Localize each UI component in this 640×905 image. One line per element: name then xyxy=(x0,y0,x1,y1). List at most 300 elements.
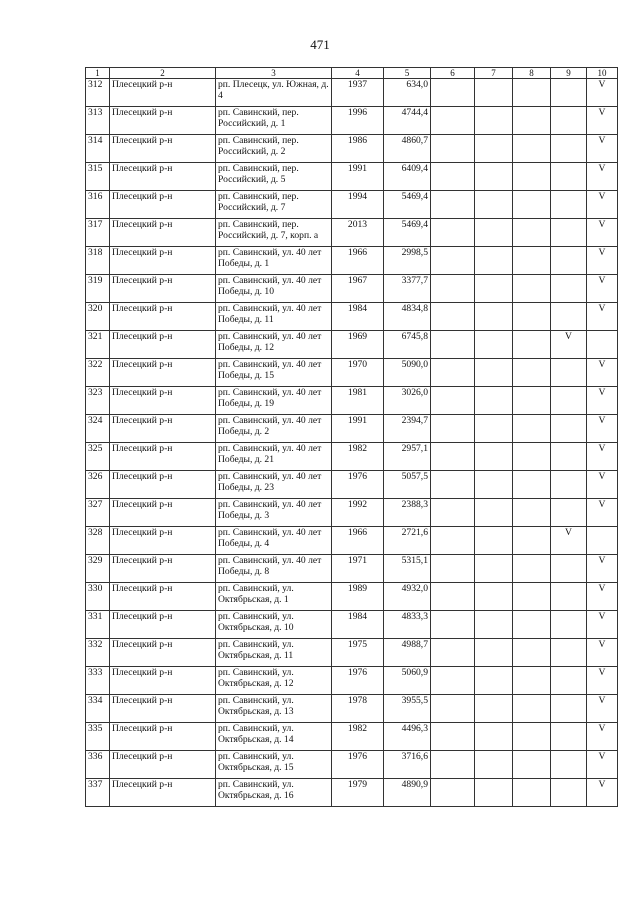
mark-cell-8 xyxy=(513,275,551,303)
page-number: 471 xyxy=(310,37,330,52)
mark-cell-10: V xyxy=(587,163,618,191)
year-cell: 1970 xyxy=(332,359,384,387)
table-row xyxy=(86,219,618,247)
mark-cell-9 xyxy=(551,723,587,751)
district-cell: Плесецкий р-н xyxy=(110,191,216,219)
area-cell: 4744,4 xyxy=(384,107,431,135)
mark-cell-7 xyxy=(475,583,513,611)
row-number: 329 xyxy=(86,555,110,583)
mark-cell-6 xyxy=(431,667,475,695)
mark-cell-6 xyxy=(431,471,475,499)
address-cell: рп. Савинский, пер. Российский, д. 7, корп. а xyxy=(216,219,332,247)
mark-cell-9 xyxy=(551,751,587,779)
mark-cell-9 xyxy=(551,639,587,667)
year-cell: 1982 xyxy=(332,723,384,751)
mark-cell-6 xyxy=(431,527,475,555)
area-cell: 4890,9 xyxy=(384,779,431,807)
mark-cell-9 xyxy=(551,471,587,499)
mark-cell-6 xyxy=(431,247,475,275)
table-row xyxy=(86,331,618,359)
district-cell: Плесецкий р-н xyxy=(110,499,216,527)
mark-cell-8 xyxy=(513,303,551,331)
mark-cell-10 xyxy=(587,331,618,359)
year-cell: 1986 xyxy=(332,135,384,163)
area-cell: 5469,4 xyxy=(384,219,431,247)
row-number: 330 xyxy=(86,583,110,611)
row-number: 316 xyxy=(86,191,110,219)
mark-cell-7 xyxy=(475,415,513,443)
mark-cell-9 xyxy=(551,359,587,387)
district-cell: Плесецкий р-н xyxy=(110,471,216,499)
mark-cell-6 xyxy=(431,331,475,359)
column-header: 6 xyxy=(431,68,475,79)
area-cell: 5057,5 xyxy=(384,471,431,499)
mark-cell-10: V xyxy=(587,471,618,499)
address-cell: рп. Савинский, ул. 40 лет Победы, д. 19 xyxy=(216,387,332,415)
area-cell: 3026,0 xyxy=(384,387,431,415)
area-cell: 3716,6 xyxy=(384,751,431,779)
address-cell: рп. Савинский, ул. Октябрьская, д. 16 xyxy=(216,779,332,807)
mark-cell-9 xyxy=(551,555,587,583)
row-number: 334 xyxy=(86,695,110,723)
year-cell: 1979 xyxy=(332,779,384,807)
district-cell: Плесецкий р-н xyxy=(110,219,216,247)
mark-cell-8 xyxy=(513,219,551,247)
area-cell: 5315,1 xyxy=(384,555,431,583)
mark-cell-9 xyxy=(551,107,587,135)
year-cell: 1991 xyxy=(332,163,384,191)
mark-cell-6 xyxy=(431,191,475,219)
address-cell: рп. Савинский, ул. 40 лет Победы, д. 15 xyxy=(216,359,332,387)
district-cell: Плесецкий р-н xyxy=(110,779,216,807)
address-cell: рп. Савинский, ул. Октябрьская, д. 1 xyxy=(216,583,332,611)
row-number: 327 xyxy=(86,499,110,527)
mark-cell-9 xyxy=(551,303,587,331)
address-cell: рп. Савинский, ул. Октябрьская, д. 11 xyxy=(216,639,332,667)
mark-cell-7 xyxy=(475,667,513,695)
district-cell: Плесецкий р-н xyxy=(110,247,216,275)
mark-cell-8 xyxy=(513,751,551,779)
mark-cell-7 xyxy=(475,247,513,275)
mark-cell-10: V xyxy=(587,751,618,779)
column-header: 9 xyxy=(551,68,587,79)
mark-cell-6 xyxy=(431,359,475,387)
area-cell: 3377,7 xyxy=(384,275,431,303)
mark-cell-9 xyxy=(551,191,587,219)
mark-cell-7 xyxy=(475,163,513,191)
table-row xyxy=(86,359,618,387)
mark-cell-9 xyxy=(551,443,587,471)
column-header: 1 xyxy=(86,68,110,79)
year-cell: 1984 xyxy=(332,611,384,639)
mark-cell-8 xyxy=(513,779,551,807)
mark-cell-10: V xyxy=(587,387,618,415)
mark-cell-7 xyxy=(475,443,513,471)
row-number: 322 xyxy=(86,359,110,387)
address-cell: рп. Савинский, ул. 40 лет Победы, д. 4 xyxy=(216,527,332,555)
row-number: 332 xyxy=(86,639,110,667)
mark-cell-6 xyxy=(431,723,475,751)
mark-cell-6 xyxy=(431,695,475,723)
area-cell: 4833,3 xyxy=(384,611,431,639)
mark-cell-7 xyxy=(475,79,513,107)
mark-cell-9: V xyxy=(551,527,587,555)
address-cell: рп. Савинский, ул. 40 лет Победы, д. 11 xyxy=(216,303,332,331)
table-row xyxy=(86,79,618,107)
housing-registry-table xyxy=(85,67,618,807)
table-row xyxy=(86,555,618,583)
mark-cell-10: V xyxy=(587,779,618,807)
column-header: 5 xyxy=(384,68,431,79)
area-cell: 2998,5 xyxy=(384,247,431,275)
mark-cell-10 xyxy=(587,527,618,555)
mark-cell-6 xyxy=(431,387,475,415)
mark-cell-10: V xyxy=(587,275,618,303)
mark-cell-9 xyxy=(551,611,587,639)
mark-cell-10: V xyxy=(587,667,618,695)
mark-cell-7 xyxy=(475,639,513,667)
table-row xyxy=(86,163,618,191)
mark-cell-9 xyxy=(551,163,587,191)
mark-cell-7 xyxy=(475,471,513,499)
district-cell: Плесецкий р-н xyxy=(110,135,216,163)
table-row xyxy=(86,443,618,471)
table-row xyxy=(86,583,618,611)
year-cell: 1971 xyxy=(332,555,384,583)
mark-cell-10: V xyxy=(587,107,618,135)
mark-cell-6 xyxy=(431,443,475,471)
row-number: 319 xyxy=(86,275,110,303)
mark-cell-9 xyxy=(551,387,587,415)
mark-cell-10: V xyxy=(587,723,618,751)
column-header: 2 xyxy=(110,68,216,79)
address-cell: рп. Савинский, пер. Российский, д. 2 xyxy=(216,135,332,163)
table-row xyxy=(86,611,618,639)
mark-cell-7 xyxy=(475,359,513,387)
row-number: 323 xyxy=(86,387,110,415)
mark-cell-7 xyxy=(475,135,513,163)
district-cell: Плесецкий р-н xyxy=(110,751,216,779)
address-cell: рп. Савинский, ул. 40 лет Победы, д. 1 xyxy=(216,247,332,275)
table-row xyxy=(86,107,618,135)
mark-cell-6 xyxy=(431,107,475,135)
year-cell: 1975 xyxy=(332,639,384,667)
table-row xyxy=(86,527,618,555)
year-cell: 1966 xyxy=(332,527,384,555)
area-cell: 4988,7 xyxy=(384,639,431,667)
mark-cell-7 xyxy=(475,191,513,219)
district-cell: Плесецкий р-н xyxy=(110,163,216,191)
row-number: 333 xyxy=(86,667,110,695)
mark-cell-6 xyxy=(431,639,475,667)
mark-cell-6 xyxy=(431,751,475,779)
mark-cell-8 xyxy=(513,471,551,499)
mark-cell-9 xyxy=(551,79,587,107)
address-cell: рп. Савинский, ул. 40 лет Победы, д. 8 xyxy=(216,555,332,583)
year-cell: 1969 xyxy=(332,331,384,359)
address-cell: рп. Плесецк, ул. Южная, д. 4 xyxy=(216,79,332,107)
year-cell: 1991 xyxy=(332,415,384,443)
mark-cell-7 xyxy=(475,499,513,527)
mark-cell-8 xyxy=(513,415,551,443)
mark-cell-8 xyxy=(513,331,551,359)
table-row xyxy=(86,723,618,751)
mark-cell-8 xyxy=(513,611,551,639)
mark-cell-6 xyxy=(431,415,475,443)
mark-cell-8 xyxy=(513,443,551,471)
area-cell: 4834,8 xyxy=(384,303,431,331)
mark-cell-9 xyxy=(551,499,587,527)
district-cell: Плесецкий р-н xyxy=(110,639,216,667)
district-cell: Плесецкий р-н xyxy=(110,275,216,303)
mark-cell-9 xyxy=(551,219,587,247)
district-cell: Плесецкий р-н xyxy=(110,107,216,135)
year-cell: 1976 xyxy=(332,667,384,695)
table-row xyxy=(86,499,618,527)
address-cell: рп. Савинский, ул. 40 лет Победы, д. 12 xyxy=(216,331,332,359)
mark-cell-10: V xyxy=(587,555,618,583)
mark-cell-8 xyxy=(513,667,551,695)
year-cell: 1978 xyxy=(332,695,384,723)
area-cell: 5469,4 xyxy=(384,191,431,219)
row-number: 335 xyxy=(86,723,110,751)
mark-cell-8 xyxy=(513,387,551,415)
mark-cell-7 xyxy=(475,779,513,807)
mark-cell-6 xyxy=(431,275,475,303)
mark-cell-8 xyxy=(513,359,551,387)
mark-cell-9 xyxy=(551,695,587,723)
row-number: 326 xyxy=(86,471,110,499)
mark-cell-7 xyxy=(475,555,513,583)
district-cell: Плесецкий р-н xyxy=(110,79,216,107)
mark-cell-10: V xyxy=(587,359,618,387)
mark-cell-8 xyxy=(513,163,551,191)
mark-cell-6 xyxy=(431,583,475,611)
year-cell: 1992 xyxy=(332,499,384,527)
table-row xyxy=(86,695,618,723)
mark-cell-10: V xyxy=(587,443,618,471)
row-number: 318 xyxy=(86,247,110,275)
mark-cell-9 xyxy=(551,135,587,163)
table-row xyxy=(86,415,618,443)
mark-cell-8 xyxy=(513,695,551,723)
mark-cell-9 xyxy=(551,247,587,275)
area-cell: 6745,8 xyxy=(384,331,431,359)
mark-cell-8 xyxy=(513,135,551,163)
mark-cell-7 xyxy=(475,723,513,751)
mark-cell-10: V xyxy=(587,499,618,527)
mark-cell-8 xyxy=(513,247,551,275)
area-cell: 634,0 xyxy=(384,79,431,107)
mark-cell-6 xyxy=(431,219,475,247)
table-header xyxy=(86,68,618,79)
mark-cell-6 xyxy=(431,163,475,191)
year-cell: 1966 xyxy=(332,247,384,275)
mark-cell-7 xyxy=(475,695,513,723)
table-row xyxy=(86,191,618,219)
mark-cell-10: V xyxy=(587,611,618,639)
district-cell: Плесецкий р-н xyxy=(110,611,216,639)
mark-cell-9 xyxy=(551,415,587,443)
area-cell: 5090,0 xyxy=(384,359,431,387)
mark-cell-9 xyxy=(551,667,587,695)
table-row xyxy=(86,303,618,331)
district-cell: Плесецкий р-н xyxy=(110,555,216,583)
mark-cell-7 xyxy=(475,107,513,135)
table-row xyxy=(86,275,618,303)
year-cell: 1976 xyxy=(332,751,384,779)
address-cell: рп. Савинский, ул. 40 лет Победы, д. 23 xyxy=(216,471,332,499)
mark-cell-7 xyxy=(475,275,513,303)
mark-cell-6 xyxy=(431,779,475,807)
year-cell: 1981 xyxy=(332,387,384,415)
mark-cell-6 xyxy=(431,303,475,331)
district-cell: Плесецкий р-н xyxy=(110,527,216,555)
row-number: 325 xyxy=(86,443,110,471)
district-cell: Плесецкий р-н xyxy=(110,723,216,751)
column-header: 4 xyxy=(332,68,384,79)
row-number: 321 xyxy=(86,331,110,359)
area-cell: 2388,3 xyxy=(384,499,431,527)
address-cell: рп. Савинский, ул. 40 лет Победы, д. 3 xyxy=(216,499,332,527)
area-cell: 2721,6 xyxy=(384,527,431,555)
row-number: 328 xyxy=(86,527,110,555)
year-cell: 1976 xyxy=(332,471,384,499)
area-cell: 4860,7 xyxy=(384,135,431,163)
district-cell: Плесецкий р-н xyxy=(110,415,216,443)
mark-cell-6 xyxy=(431,79,475,107)
mark-cell-10: V xyxy=(587,247,618,275)
address-cell: рп. Савинский, ул. Октябрьская, д. 10 xyxy=(216,611,332,639)
table-row xyxy=(86,639,618,667)
mark-cell-10: V xyxy=(587,639,618,667)
district-cell: Плесецкий р-н xyxy=(110,667,216,695)
mark-cell-7 xyxy=(475,751,513,779)
mark-cell-10: V xyxy=(587,79,618,107)
mark-cell-8 xyxy=(513,723,551,751)
mark-cell-6 xyxy=(431,611,475,639)
area-cell: 6409,4 xyxy=(384,163,431,191)
row-number: 317 xyxy=(86,219,110,247)
mark-cell-8 xyxy=(513,639,551,667)
address-cell: рп. Савинский, ул. 40 лет Победы, д. 2 xyxy=(216,415,332,443)
mark-cell-8 xyxy=(513,107,551,135)
area-cell: 2394,7 xyxy=(384,415,431,443)
mark-cell-6 xyxy=(431,555,475,583)
row-number: 320 xyxy=(86,303,110,331)
table-row xyxy=(86,779,618,807)
district-cell: Плесецкий р-н xyxy=(110,303,216,331)
mark-cell-8 xyxy=(513,191,551,219)
mark-cell-6 xyxy=(431,499,475,527)
mark-cell-7 xyxy=(475,303,513,331)
row-number: 314 xyxy=(86,135,110,163)
area-cell: 4932,0 xyxy=(384,583,431,611)
address-cell: рп. Савинский, ул. Октябрьская, д. 12 xyxy=(216,667,332,695)
address-cell: рп. Савинский, ул. Октябрьская, д. 15 xyxy=(216,751,332,779)
table-body xyxy=(86,79,618,807)
mark-cell-10: V xyxy=(587,695,618,723)
address-cell: рп. Савинский, пер. Российский, д. 1 xyxy=(216,107,332,135)
address-cell: рп. Савинский, пер. Российский, д. 5 xyxy=(216,163,332,191)
row-number: 315 xyxy=(86,163,110,191)
district-cell: Плесецкий р-н xyxy=(110,359,216,387)
mark-cell-7 xyxy=(475,219,513,247)
year-cell: 1967 xyxy=(332,275,384,303)
mark-cell-8 xyxy=(513,79,551,107)
mark-cell-10: V xyxy=(587,191,618,219)
mark-cell-7 xyxy=(475,611,513,639)
address-cell: рп. Савинский, ул. 40 лет Победы, д. 10 xyxy=(216,275,332,303)
table-row xyxy=(86,387,618,415)
header-row xyxy=(86,68,618,79)
row-number: 313 xyxy=(86,107,110,135)
address-cell: рп. Савинский, ул. Октябрьская, д. 13 xyxy=(216,695,332,723)
district-cell: Плесецкий р-н xyxy=(110,583,216,611)
area-cell: 5060,9 xyxy=(384,667,431,695)
year-cell: 1996 xyxy=(332,107,384,135)
mark-cell-7 xyxy=(475,387,513,415)
year-cell: 1937 xyxy=(332,79,384,107)
column-header: 3 xyxy=(216,68,332,79)
address-cell: рп. Савинский, ул. 40 лет Победы, д. 21 xyxy=(216,443,332,471)
table-row xyxy=(86,751,618,779)
table-row xyxy=(86,135,618,163)
table-row xyxy=(86,667,618,695)
mark-cell-9 xyxy=(551,275,587,303)
mark-cell-10: V xyxy=(587,303,618,331)
row-number: 324 xyxy=(86,415,110,443)
row-number: 312 xyxy=(86,79,110,107)
address-cell: рп. Савинский, ул. Октябрьская, д. 14 xyxy=(216,723,332,751)
mark-cell-7 xyxy=(475,527,513,555)
area-cell: 4496,3 xyxy=(384,723,431,751)
row-number: 331 xyxy=(86,611,110,639)
mark-cell-9: V xyxy=(551,331,587,359)
column-header: 7 xyxy=(475,68,513,79)
district-cell: Плесецкий р-н xyxy=(110,387,216,415)
mark-cell-8 xyxy=(513,499,551,527)
mark-cell-10: V xyxy=(587,135,618,163)
year-cell: 1982 xyxy=(332,443,384,471)
area-cell: 2957,1 xyxy=(384,443,431,471)
area-cell: 3955,5 xyxy=(384,695,431,723)
year-cell: 1989 xyxy=(332,583,384,611)
mark-cell-8 xyxy=(513,583,551,611)
mark-cell-10: V xyxy=(587,583,618,611)
column-header: 10 xyxy=(587,68,618,79)
mark-cell-9 xyxy=(551,779,587,807)
mark-cell-6 xyxy=(431,135,475,163)
row-number: 336 xyxy=(86,751,110,779)
mark-cell-7 xyxy=(475,331,513,359)
mark-cell-10: V xyxy=(587,219,618,247)
year-cell: 1994 xyxy=(332,191,384,219)
year-cell: 1984 xyxy=(332,303,384,331)
mark-cell-8 xyxy=(513,555,551,583)
address-cell: рп. Савинский, пер. Российский, д. 7 xyxy=(216,191,332,219)
mark-cell-8 xyxy=(513,527,551,555)
mark-cell-10: V xyxy=(587,415,618,443)
row-number: 337 xyxy=(86,779,110,807)
year-cell: 2013 xyxy=(332,219,384,247)
district-cell: Плесецкий р-н xyxy=(110,443,216,471)
column-header: 8 xyxy=(513,68,551,79)
table-row xyxy=(86,247,618,275)
district-cell: Плесецкий р-н xyxy=(110,331,216,359)
mark-cell-9 xyxy=(551,583,587,611)
table-row xyxy=(86,471,618,499)
